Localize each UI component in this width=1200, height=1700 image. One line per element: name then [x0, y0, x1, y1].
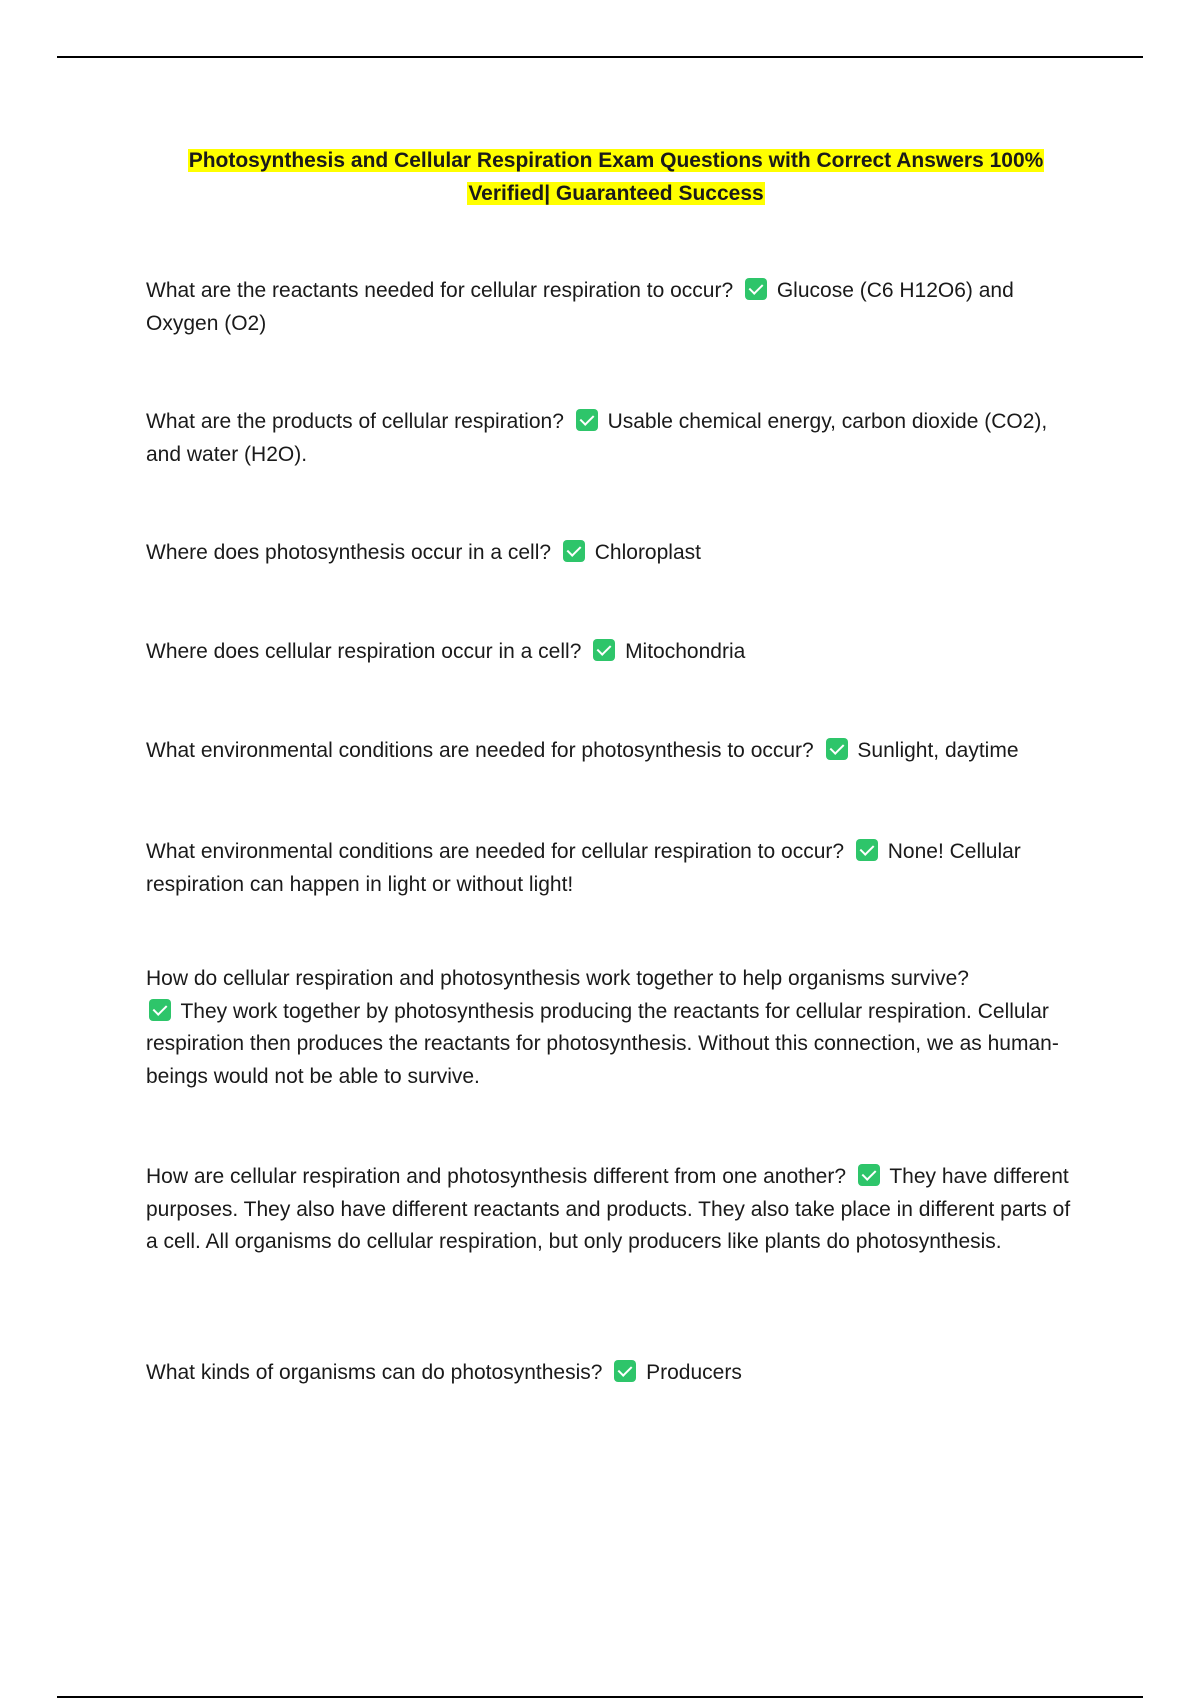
question-text: How are cellular respiration and photosynthesis different from one another? [146, 1165, 847, 1188]
question-text: What kinds of organisms can do photosynthesis? [146, 1361, 603, 1384]
top-divider [57, 56, 1143, 58]
answer-text: They have different purposes. They also have different reactants and products. They also take place in different parts of a cell. All organisms do cellular respiration, but only producers like plants do photosynthesis. [146, 1165, 1071, 1253]
qa-item-2 [146, 406, 1081, 471]
check-mark-icon [614, 1360, 636, 1382]
qa-item-5 [146, 735, 1081, 768]
question-text: What are the products of cellular respiration? [146, 410, 564, 433]
question-text: Where does cellular respiration occur in a cell? [146, 640, 582, 663]
qa-item-7 [146, 963, 1081, 1093]
check-mark-icon [858, 1164, 880, 1186]
qa-item-1 [146, 275, 1081, 340]
check-mark-icon [826, 738, 848, 760]
answer-text: Usable chemical energy, carbon dioxide (CO2), and water (H2O). [146, 410, 1048, 466]
check-mark-icon [856, 839, 878, 861]
question-text: What are the reactants needed for cellular respiration to occur? [146, 279, 734, 302]
check-mark-icon [593, 639, 615, 661]
answer-text: None! Cellular respiration can happen in light or without light! [146, 840, 1021, 896]
answer-text: Glucose (C6 H12O6) and Oxygen (O2) [146, 279, 1014, 335]
question-text: What environmental conditions are needed for photosynthesis to occur? [146, 739, 814, 762]
qa-item-3 [146, 537, 1081, 570]
question-text: What environmental conditions are needed for cellular respiration to occur? [146, 840, 845, 863]
answer-text: Producers [646, 1361, 742, 1384]
question-text: Where does photosynthesis occur in a cell? [146, 541, 552, 564]
answer-text: Sunlight, daytime [857, 739, 1019, 762]
qa-item-9 [146, 1357, 1081, 1390]
check-mark-icon [576, 409, 598, 431]
bottom-divider [57, 1696, 1143, 1698]
title-highlight: Photosynthesis and Cellular Respiration Exam Questions with Correct Answers 100% Verified| Guaranteed Success [188, 149, 1044, 205]
qa-item-6 [146, 836, 1081, 901]
qa-item-4 [146, 636, 1081, 669]
check-mark-icon [149, 999, 171, 1021]
answer-text: They work together by photosynthesis producing the reactants for cellular respiration. Cellular respiration then produces the reactants for photosynthesis. Without this connection, we as human-beings would not be able to survive. [146, 999, 1059, 1088]
answer-text: Chloroplast [594, 541, 701, 564]
check-mark-icon [745, 278, 767, 300]
question-text: How do cellular respiration and photosynthesis work together to help organisms survive? [146, 967, 969, 990]
qa-item-8 [146, 1161, 1081, 1259]
answer-text: Mitochondria [625, 640, 746, 663]
page-title [146, 144, 1086, 210]
check-mark-icon [563, 540, 585, 562]
